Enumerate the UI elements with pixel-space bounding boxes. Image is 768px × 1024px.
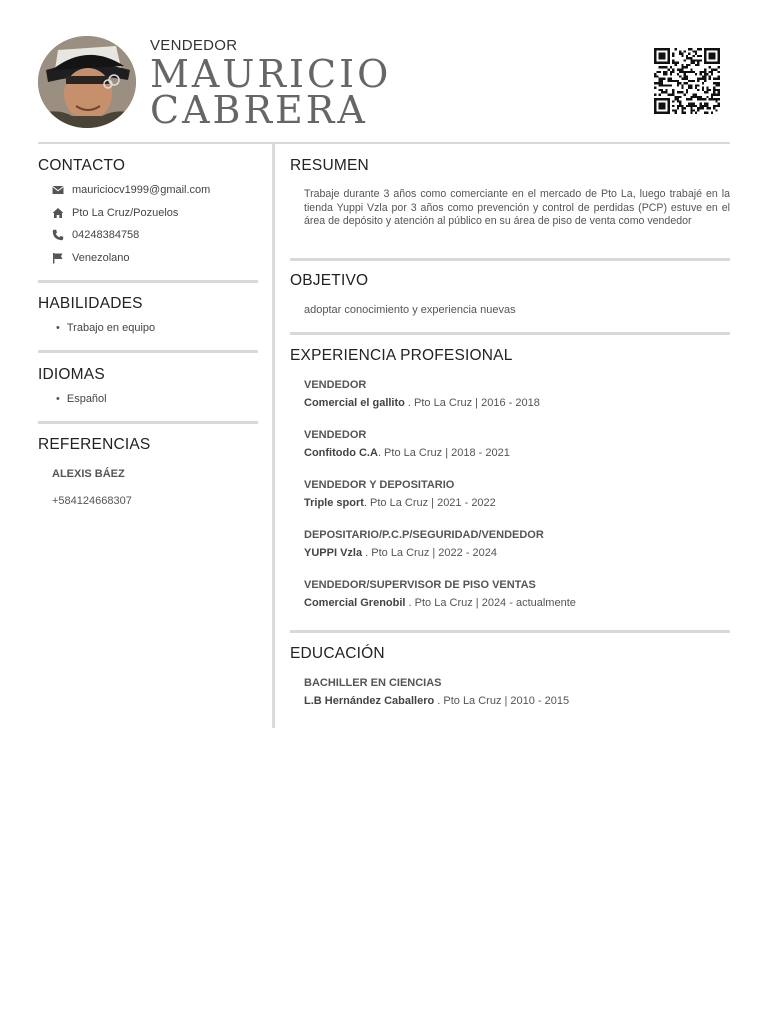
job-role: VENDEDOR xyxy=(150,37,238,54)
header-divider xyxy=(38,142,730,144)
objective-heading: OBJETIVO xyxy=(290,272,369,289)
contact-nationality xyxy=(52,252,130,264)
avatar-illustration xyxy=(38,36,136,128)
job-details: . Pto La Cruz | 2024 - actualmente xyxy=(405,597,576,609)
job-details: . Pto La Cruz | 2022 - 2024 xyxy=(362,547,498,559)
section-divider xyxy=(38,421,258,424)
section-divider xyxy=(290,332,730,335)
contact-address xyxy=(52,207,178,219)
section-divider xyxy=(290,258,730,261)
job-employer-line xyxy=(304,597,576,609)
summary-heading: RESUMEN xyxy=(290,157,369,174)
job-company: YUPPI Vzla xyxy=(304,547,363,559)
first-name: MAURICIO xyxy=(150,52,392,96)
language-item: • Español xyxy=(56,393,107,405)
contact-phone[interactable] xyxy=(52,229,139,241)
school-name: L.B Hernández Caballero xyxy=(304,695,435,707)
job-title: DEPOSITARIO/P.C.P/SEGURIDAD/VENDEDOR xyxy=(304,529,544,541)
job-title: VENDEDOR xyxy=(304,429,367,441)
job-title: VENDEDOR xyxy=(304,379,367,391)
column-divider xyxy=(272,144,275,728)
contact-address-text: Pto La Cruz/Pozuelos xyxy=(72,207,179,219)
languages-heading: IDIOMAS xyxy=(38,366,105,383)
section-divider xyxy=(290,630,730,633)
degree-title: BACHILLER EN CIENCIAS xyxy=(304,677,442,689)
school-line xyxy=(304,695,569,707)
education-heading: EDUCACIÓN xyxy=(290,645,385,662)
skills-heading: HABILIDADES xyxy=(38,295,143,312)
school-details: . Pto La Cruz | 2010 - 2015 xyxy=(434,695,570,707)
references-heading: REFERENCIAS xyxy=(38,436,151,453)
job-details: . Pto La Cruz | 2021 - 2022 xyxy=(363,497,496,509)
job-title: VENDEDOR/SUPERVISOR DE PISO VENTAS xyxy=(304,579,536,591)
phone-icon xyxy=(52,229,64,241)
qr-code-icon xyxy=(652,48,722,114)
resume-header xyxy=(0,0,768,142)
job-company: Triple sport xyxy=(304,497,364,509)
job-employer-line xyxy=(304,547,497,559)
envelope-icon xyxy=(52,184,64,196)
job-details: . Pto La Cruz | 2018 - 2021 xyxy=(377,447,510,459)
contact-email-text: mauriciocv1999@gmail.com xyxy=(72,184,211,196)
profile-photo xyxy=(38,36,136,128)
contact-email[interactable] xyxy=(52,184,210,196)
reference-phone: +584124668307 xyxy=(52,495,132,507)
job-employer-line xyxy=(304,497,496,509)
job-company: Comercial el gallito xyxy=(304,397,405,409)
section-divider xyxy=(38,280,258,283)
objective-text: adoptar conocimiento y experiencia nuevas xyxy=(304,304,516,316)
section-divider xyxy=(38,350,258,353)
job-employer-line xyxy=(304,447,510,459)
contact-nationality-text: Venezolano xyxy=(72,252,130,264)
job-company: Comercial Grenobil xyxy=(304,597,406,609)
flag-icon xyxy=(52,252,64,264)
home-icon xyxy=(52,207,64,219)
experience-heading: EXPERIENCIA PROFESIONAL xyxy=(290,347,513,364)
reference-name: ALEXIS BÁEZ xyxy=(52,468,125,480)
summary-text: Trabaje durante 3 años como comerciante en el mercado de Pto La, luego trabajé en la tienda Yuppi Vzla por 3 años como prevención y control de perdidas (PCP) estuve en el área de depósito y atención al público en su área de piso de venta como vendedor xyxy=(304,188,730,227)
job-details: . Pto La Cruz | 2016 - 2018 xyxy=(404,397,540,409)
job-employer-line xyxy=(304,397,540,409)
last-name: CABRERA xyxy=(150,88,368,132)
skill-item: • Trabajo en equipo xyxy=(56,322,155,334)
job-title: VENDEDOR Y DEPOSITARIO xyxy=(304,479,455,491)
contact-phone-text: 04248384758 xyxy=(72,229,140,241)
contact-heading: CONTACTO xyxy=(38,157,126,174)
job-company: Confitodo C.A xyxy=(304,447,378,459)
full-name xyxy=(150,52,392,132)
